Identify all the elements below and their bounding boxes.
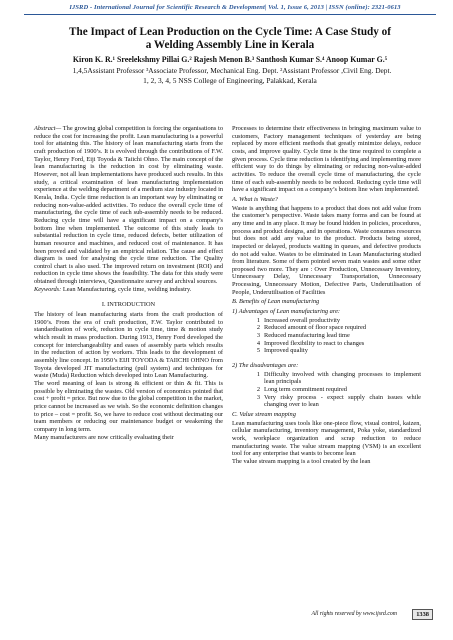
advantages-list bbox=[232, 317, 421, 355]
institution: 1, 2, 3, 4, 5 NSS College of Engineering, Palakkad, Kerala bbox=[143, 76, 317, 85]
author-list: Kiron K. R.¹ Sreelekshmy Pillai G.² Rajesh Menon B.³ Santhosh Kumar S.⁴ Anoop Kumar G.⁵ bbox=[72, 55, 388, 64]
disadvantages-heading: 2) The disadvantages are: bbox=[232, 362, 299, 370]
keywords-label: Keywords: bbox=[34, 285, 62, 293]
list-item: 2 Long term commitment required bbox=[256, 386, 347, 393]
list-item: 3 Very risky process - expect supply chain issues while changing over to lean bbox=[256, 393, 421, 409]
right-paragraph-1: Processes to determine their effectiveness in bringing maximum value to customers, Factory management techniques of yesterday are being replaced by more efficient methods that greatly minimize delays, reduce costs, and improve quality. Cycle time is the time required to complete a given process. Cycle time reduction is identifying and implementing more efficient way to do things by eliminating or reducing non-value-added activities. To reduce the overall cycle time of manufacturing, the cycle time of each sub-assembly needs to be reduced. Reducing cycle time will have a significant impact on a company’s bottom line when implemented. bbox=[232, 125, 421, 194]
list-item: 5 Improved quality bbox=[256, 347, 308, 355]
right-column bbox=[232, 125, 421, 466]
intro-paragraph-3: Many manufacturers are now critically evaluating their bbox=[34, 433, 174, 441]
list-item: 1 Increased overall productivity bbox=[256, 316, 341, 324]
waste-heading: A. What is Waste? bbox=[232, 195, 278, 203]
footer-rights: All rights reserved by www.ijsrd.com bbox=[311, 611, 397, 617]
header-divider bbox=[24, 14, 436, 15]
left-column bbox=[34, 125, 223, 441]
advantages-heading: 1) Advantages of Lean manufacturing are: bbox=[232, 308, 341, 316]
list-item: 1 Difficulty involved with changing processes to implement lean principals bbox=[256, 370, 421, 386]
page-number: 1338 bbox=[412, 609, 433, 620]
abstract-label: Abstract— bbox=[34, 125, 62, 132]
keywords-text: Lean Manufacturing, cycle time, welding industry. bbox=[61, 285, 192, 293]
abstract-text: The growing global competition is forcing the organisations to reduce the cost for increasing the profit. Lean manufacturing is a powerful tool for attaining this. The history of lean manufacturing starts from the craft production of 1900’s. It is evolved through the contributions of F.W. Taylor, Henry Ford, Eiji Toyoda & Taiichi Ohno. The main concept of the lean manufacturing is the reduction in cost by eliminating waste. However, not all lean implementations have produced such results. In this study, a critical examination of lean manufacturing implementation experience at the welding department of a medium size industry located in Kerala, India. Cycle time reduction is an important way by eliminating or reducing non-value-added activities. To reduce the overall cycle time of manufacturing, the cycle time of each sub-assembly needs to be reduced. Reducing cycle time will have a significant impact on a company's bottom line when implemented. The outcome of this study leads to substantial reduction in cycle time, reduced defects, better utilization of human resource and machines, and reduced cost of maintenance. It has been proved and validated by an empirical relation. The cause and effect diagram is used for analysing the cycle time reduction. The Quality control chart is also used. The improved return on investment (ROI) and reduction in cycle time shows the feasibility. The data for this study were obtained through interviews, Questionnaire survey and archival sources. bbox=[34, 125, 224, 286]
disadvantages-list bbox=[232, 371, 421, 409]
paper-title bbox=[30, 26, 430, 52]
list-item: 3 Reduced manufacturing lead time bbox=[256, 332, 350, 340]
title-line-2: a Welding Assembly Line in Kerala bbox=[145, 39, 315, 51]
intro-paragraph-2: The word meaning of lean is strong & efficient or thin & fit. This is possible by eliminating the wastes. Old version of economics pointed that cost + profit = price. But now due to the global competition in the market, price cannot be increased as we wish. So the economic definition changes to price – cost = profit. So, we have to reduce cost without decimating our team members or reducing our maintenance budget or weakening the company in long term. bbox=[34, 380, 223, 433]
title-line-1: The Impact of Lean Production on the Cycle Time: A Case Study of bbox=[69, 26, 391, 38]
list-item: 4 Improved flexibility to react to changes bbox=[256, 339, 365, 347]
vsm-heading: C. Value stream mapping bbox=[232, 410, 296, 418]
journal-running-title: IJSRD - International Journal for Scientific Research & Development| Vol. 1, Issue 6, 2013 | ISSN (online): 2321-0613 bbox=[69, 4, 401, 11]
vsm-paragraph-2: The value stream mapping is a tool created by the lean bbox=[232, 457, 371, 465]
waste-paragraph: Waste is anything that happens to a product that does not add value from the customer’s perspective. Waste takes many forms and can be found at any time and in any place. It may be found hidden in policies, procedures, process and product designs, and in operations. Waste consumes resources but does not add any value to the product. Products being stored, inspected or delayed, products waiting in queues, and defective products do not add value. Wastes to be eliminated in Lean Manufacturing studied from literature. Some of them pointed seven main wastes and some other proposed two more. They are : Over Production, Unnecessary Inventory, Unnecessary Delay, Unnecessary Transportation, Unnecessary Processing, Unnecessary Motion, Defective Parts, Underutilisation of People, Underutilisation of Facilities bbox=[232, 204, 421, 296]
keywords bbox=[34, 286, 223, 294]
vsm-paragraph-1: Lean manufacturing uses tools like one-piece flow, visual control, kaizen, cellular manufacturing, inventory management, Poka yoke, standardized work, workplace organization and scrap reduction to reduce manufacturing waste. The value stream mapping (VSM) is an excellent tool for any enterprise that wants to become lean bbox=[232, 419, 421, 458]
list-item: 2 Reduced amount of floor space required bbox=[256, 324, 366, 332]
abstract bbox=[34, 125, 223, 286]
author-affiliations: 1,4,5Assistant Professor ³Associate Professor, Mechanical Eng. Dept. ²Assistant Professor ,Civil Eng. Dept. bbox=[72, 66, 392, 75]
benefits-heading: B. Benefits of Lean manufacturing bbox=[232, 298, 320, 306]
introduction-heading: I. INTRODUCTION bbox=[101, 301, 156, 309]
intro-paragraph-1: The history of lean manufacturing starts from the craft production of 1900’s. From the era of craft production, F.W. Taylor contributed to standardisation of work, reduction in cycle time, time & motion study which result in mass production. During 1913, Henry Ford developed the concept for interchangeability and eases of assembly parts which results in the reduction of action by workers. This leads to the development of assembly line concept. In 1950’s EIJI TOYODA & TAIICHI OHNO from Toyota developed JIT manufacturing (pull system) and techniques for waste (Muda) Reduction which developed into Lean Manufacturing. bbox=[34, 311, 223, 380]
